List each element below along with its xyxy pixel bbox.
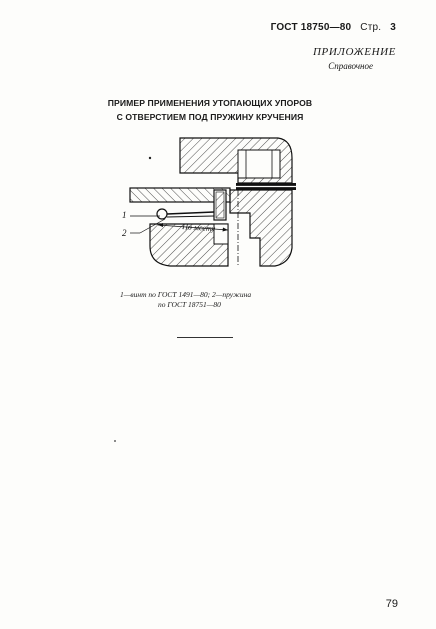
page-label: Стр. xyxy=(360,22,382,33)
appendix-type: Справочное xyxy=(328,61,373,71)
appendix-title: ПРИЛОЖЕНИЕ xyxy=(313,46,396,58)
technical-drawing xyxy=(110,128,310,293)
page-speck xyxy=(114,440,116,442)
callout-2: 2 xyxy=(122,228,127,238)
lower-body xyxy=(230,190,292,266)
header-page-number: 3 xyxy=(390,22,396,33)
upper-block xyxy=(180,138,292,183)
page-header xyxy=(271,22,396,33)
document-title xyxy=(60,96,360,124)
page-number: 79 xyxy=(385,598,398,610)
title-line-2: С ОТВЕРСТИЕМ ПОД ПРУЖИНУ КРУЧЕНИЯ xyxy=(116,112,304,122)
separator-rule xyxy=(177,337,233,338)
fit-annotation: По месту xyxy=(181,222,216,234)
callout-1: 1 xyxy=(122,210,127,220)
caption-line-2: по ГОСТ 18751—80 xyxy=(158,300,221,309)
caption-line-1: 1—винт по ГОСТ 1491—80; 2—пружина xyxy=(120,290,252,299)
stray-mark xyxy=(149,157,151,159)
title-line-1: ПРИМЕР ПРИМЕНЕНИЯ УТОПАЮЩИХ УПОРОВ xyxy=(107,98,313,108)
parting-band xyxy=(236,183,296,190)
figure-caption xyxy=(120,290,300,310)
standard-number: ГОСТ 18750—80 xyxy=(270,22,352,33)
